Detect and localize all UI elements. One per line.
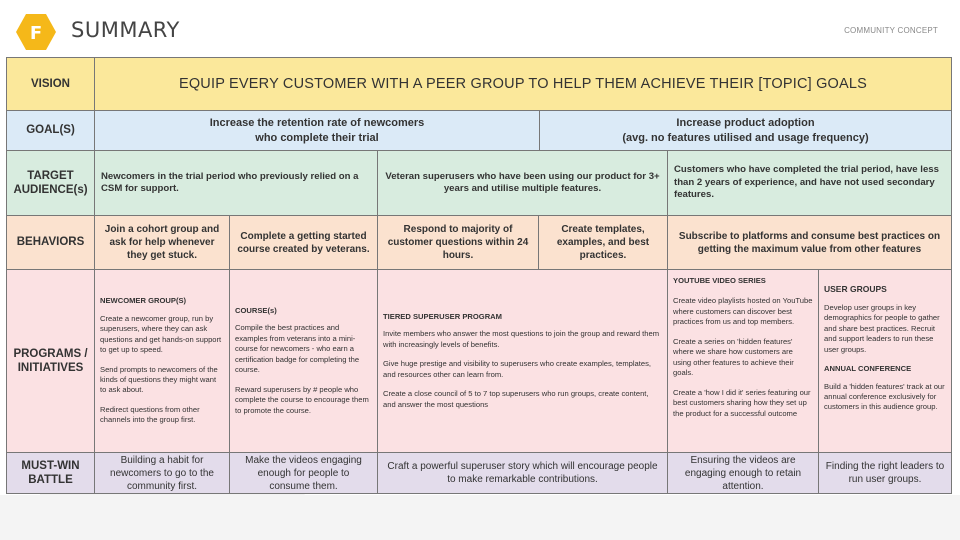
- goals-label: GOAL(S): [6, 111, 95, 151]
- battle-label: [6, 453, 95, 494]
- battle-habit: Building a habit for newcomers to go to the community first.: [95, 453, 230, 494]
- must-win-battle-row: [6, 453, 952, 494]
- target-audience-row: [6, 151, 952, 216]
- program-tiered-superuser: [378, 270, 668, 453]
- vision-row: [6, 58, 952, 111]
- battle-engaging-videos: Make the videos engaging enough for people to consume them.: [230, 453, 378, 494]
- program-paragraph: Send prompts to newcomers of the kinds of questions they might want to ask about.: [100, 364, 218, 395]
- programs-label-line2: INITIATIVES: [17, 362, 84, 374]
- behavior-join-cohort: Join a cohort group and ask for help whenever they get stuck.: [95, 216, 230, 270]
- programs-label: [6, 270, 95, 453]
- footer-band: [0, 495, 960, 540]
- goal-adoption: [540, 111, 952, 151]
- program-heading: TIERED SUPERUSER PROGRAM: [383, 311, 502, 321]
- behaviors-row: [6, 216, 952, 270]
- audience-newcomers: Newcomers in the trial period who previously relied on a CSM for support.: [95, 151, 378, 216]
- audience-veterans: Veteran superusers who have been using our product for 3+ years and utilise multiple features.: [378, 151, 668, 216]
- goal-adoption-line2: (avg. no features utilised and usage frequency): [622, 131, 869, 144]
- behavior-subscribe-platforms: Subscribe to platforms and consume best practices on getting the maximum value from other features: [668, 216, 952, 270]
- program-user-groups: [819, 270, 952, 453]
- battle-label-line2: BATTLE: [28, 474, 73, 486]
- goal-retention-line2: who complete their trial: [255, 131, 379, 144]
- program-paragraph: Create a 'how I did it' series featuring our best customers sharing how they set up the product for a successful outcome: [673, 387, 811, 418]
- goal-adoption-line1: Increase product adoption: [676, 116, 815, 129]
- page-title: SUMMARY: [71, 18, 180, 42]
- behavior-create-templates: Create templates, examples, and best practices.: [539, 216, 668, 270]
- battle-right-leaders: Finding the right leaders to run user groups.: [819, 453, 952, 494]
- program-heading: YOUTUBE VIDEO SERIES: [673, 276, 766, 285]
- program-paragraph: Redirect questions from other channels into the group first.: [100, 404, 200, 425]
- battle-superuser-story: Craft a powerful superuser story which will encourage people to make remarkable contributions.: [378, 453, 668, 494]
- program-newcomer-groups: [95, 270, 230, 453]
- audience-customers: Customers who have completed the trial period, have less than 2 years of experience, and have not used secondary features.: [668, 151, 952, 216]
- target-label-line2: AUDIENCE(s): [13, 184, 88, 196]
- vision-label: VISION: [6, 58, 95, 111]
- slide-header: [0, 0, 960, 58]
- program-paragraph: Reward superusers by # people who complete the course to encourage them to promote the course.: [235, 384, 369, 415]
- goal-retention-line1: Increase the retention rate of newcomers: [209, 116, 425, 129]
- program-paragraph: Create a close council of 5 to 7 top superusers who run groups, create content, and answer the most questions: [383, 389, 649, 409]
- brand-logo-icon: [16, 13, 56, 51]
- behavior-complete-course: Complete a getting started course created by veterans.: [230, 216, 378, 270]
- battle-retain-attention: Ensuring the videos are engaging enough to retain attention.: [668, 453, 819, 494]
- programs-label-line1: PROGRAMS /: [13, 347, 88, 360]
- logo-letter: F: [29, 23, 43, 44]
- program-paragraph: Develop user groups in key demographics for people to gather and share best practices. Recruit and support leaders to run these user groups.: [824, 302, 940, 354]
- battle-label-line1: MUST-WIN: [21, 459, 80, 472]
- goals-row: [6, 111, 952, 151]
- program-paragraph: Create video playlists hosted on YouTube where customers can discover best practices from us and top members.: [673, 296, 813, 327]
- program-heading: COURSE(s): [235, 305, 277, 315]
- program-paragraph: Give huge prestige and visibility to superusers who create examples, templates, and resources other can learn from.: [383, 359, 652, 379]
- programs-row: [6, 270, 952, 453]
- concept-tag: COMMUNITY CONCEPT: [844, 26, 938, 35]
- program-paragraph: Create a newcomer group, run by superusers, where they can ask questions and get hands-on support to get up to speed.: [100, 313, 222, 355]
- target-label-line1: TARGET: [27, 169, 74, 182]
- program-paragraph: Create a series on 'hidden features' where we share how customers are using other features to achieve their goals.: [673, 336, 794, 378]
- target-audience-label: [6, 151, 95, 216]
- vision-statement: [95, 58, 952, 111]
- program-paragraph: Compile the best practices and examples from veterans into a mini-course for newcomers - who earn a certification badge for completing the course.: [235, 323, 360, 375]
- program-heading: ANNUAL CONFERENCE: [824, 364, 912, 374]
- summary-table: [6, 57, 952, 492]
- behavior-respond-questions: Respond to majority of customer questions within 24 hours.: [378, 216, 539, 270]
- program-heading: USER GROUPS: [824, 284, 887, 294]
- program-paragraph: Invite members who answer the most questions to join the group and reward them with increasingly levels of benefits.: [383, 329, 660, 349]
- vision-text: EQUIP EVERY CUSTOMER WITH A PEER GROUP TO HELP THEM ACHIEVE THEIR [TOPIC] GOALS: [178, 75, 868, 92]
- program-courses: [230, 270, 378, 453]
- behaviors-label: BEHAVIORS: [6, 216, 95, 270]
- program-heading: NEWCOMER GROUP(S): [100, 296, 187, 306]
- goal-retention: [95, 111, 540, 151]
- program-paragraph: Build a 'hidden features' track at our annual conference exclusively for customers in this audience group.: [824, 381, 945, 412]
- program-youtube-series: [668, 270, 819, 453]
